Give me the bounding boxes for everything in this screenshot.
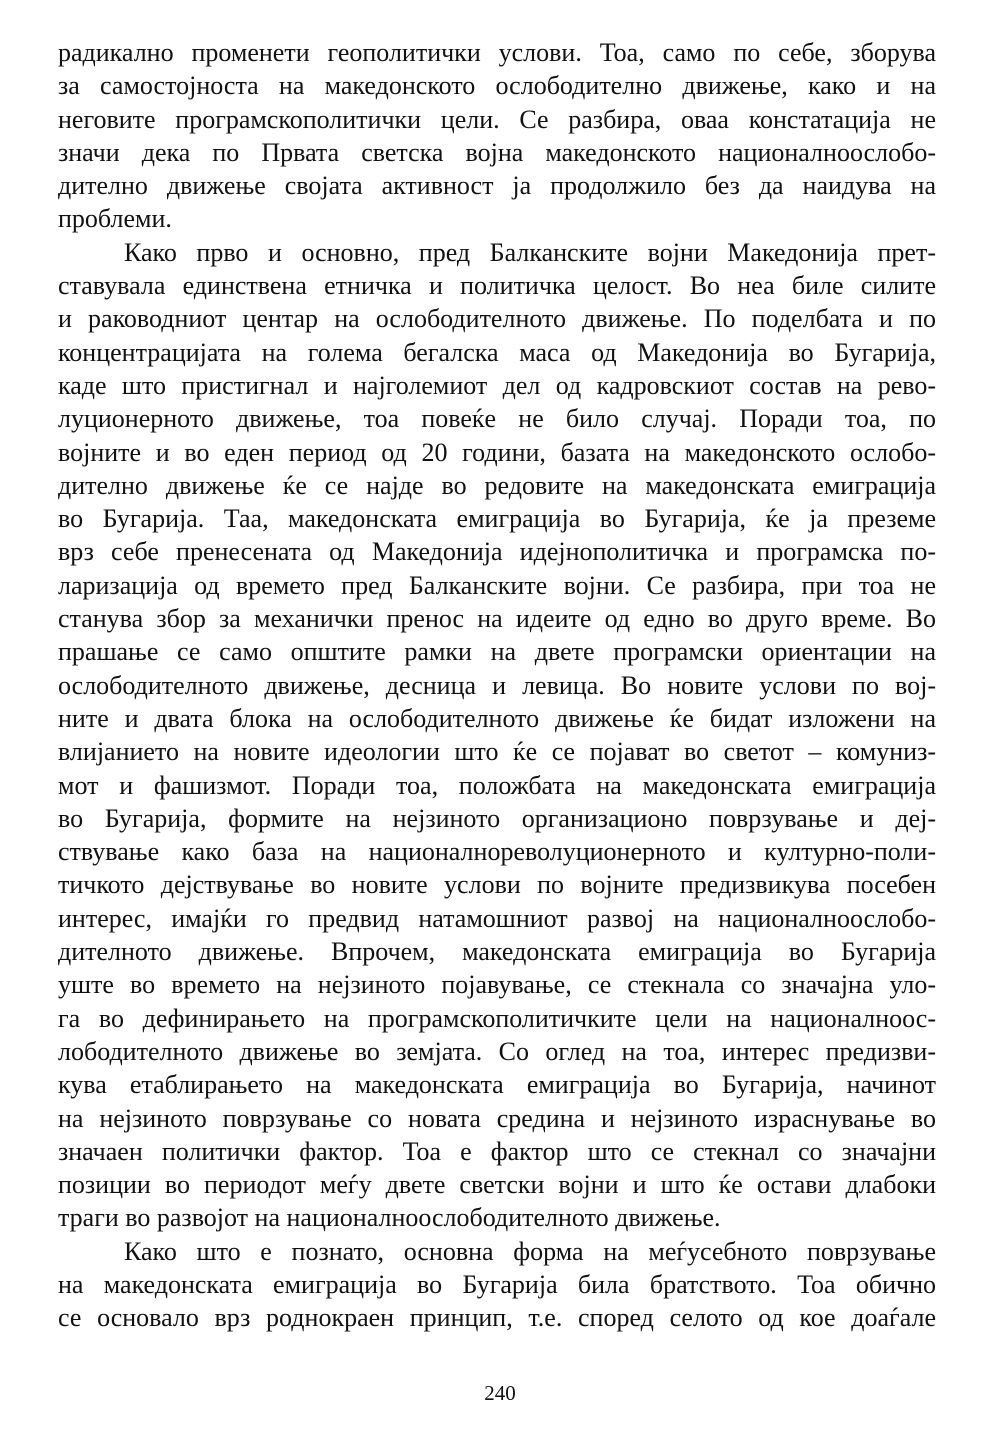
text-line: лободителното движење во земјата. Со оглед на тоа, интерес предизви- (58, 1036, 936, 1066)
text-line: Како прво и основно, пред Балканските војни Македонија прет- (124, 237, 936, 267)
paragraph (58, 1235, 936, 1335)
text-line: ослободителното движење, десница и левица. Во новите услови по вој- (58, 670, 936, 700)
text-line: војните и во еден период од 20 години, базата на македонското ослобо- (58, 437, 936, 467)
page-number: 240 (484, 1381, 516, 1405)
text-line: га во дефинирањето на програмскополитичките цели на националноос- (58, 1003, 936, 1033)
text-line: значи дека по Првата светска војна македонското националноослобо- (58, 137, 936, 167)
text-line: влијанието на новите идеологии што ќе се појават во светот – комуниз- (58, 737, 936, 767)
text-line: станува збор за механички пренос на идеите од едно во друго време. Во (58, 604, 936, 634)
text-line: на нејзиното поврзување со новата средина и нејзиното израснување во (58, 1103, 936, 1133)
text-line: во Бугарија, формите на нејзиното организационо поврзување и деј- (58, 803, 936, 833)
text-line: кува етаблирањето на македонската емиграција во Бугарија, начинот (58, 1070, 936, 1100)
text-line: ствување како база на националнореволуционерното и културно-поли- (58, 837, 936, 867)
text-line: каде што пристигнал и најголемиот дел од кадровскиот состав на рево- (58, 370, 936, 400)
text-line: врз себе пренесената од Македонија идејнополитичка и програмска по- (58, 537, 936, 567)
text-line: Како што е познато, основна форма на меѓусебното поврзување (124, 1236, 936, 1266)
text-line: позиции во периодот меѓу двете светски војни и што ќе остави длабоки (58, 1170, 936, 1200)
text-line: ставувала единствена етничка и политичка целост. Во неа биле силите (58, 271, 936, 301)
text-line: радикално променети геополитички услови. Тоа, само по себе, зборува (58, 38, 936, 67)
text-line: прашање се само општите рамки на двете програмски ориентации на (58, 637, 936, 667)
page-body (58, 36, 936, 1335)
text-line: дително движење својата активност ја продолжило без да наидува на (58, 171, 936, 201)
paragraph (58, 236, 936, 1235)
paragraph (58, 36, 936, 236)
text-line: мот и фашизмот. Поради тоа, положбата на македонската емиграција (58, 770, 936, 800)
text-line: ните и двата блока на ослободителното движење ќе бидат изложени на (58, 703, 936, 733)
text-line: тичкото дејствување во новите услови по војните предизвикува посебен (58, 870, 936, 900)
text-line: концентрацијата на голема бегалска маса од Македонија во Бугарија, (58, 337, 936, 367)
text-line: ларизација од времето пред Балканските војни. Се разбира, при тоа не (58, 570, 936, 600)
text-line: луционерното движење, тоа повеќе не било случај. Поради тоа, по (58, 404, 936, 434)
text-line: во Бугарија. Таа, македонската емиграција во Бугарија, ќе ја преземе (58, 504, 936, 534)
text-line: проблеми. (58, 204, 172, 234)
text-line: траги во развојот на националноослободителното движење. (58, 1203, 721, 1233)
text-line: се основало врз роднокраен принцип, т.е. според селото од кое доаѓале (58, 1303, 936, 1333)
text-line: за самостојноста на македонското ослободително движење, како и на (58, 71, 936, 101)
text-line: значаен политички фактор. Тоа е фактор што се стекнал со значајни (58, 1136, 936, 1166)
text-line: дително движење ќе се најде во редовите на македонската емиграција (58, 470, 936, 500)
text-line: дителното движење. Впрочем, македонската емиграција во Бугарија (58, 937, 936, 967)
text-line: интерес, имајќи го предвид натамошниот развој на националноослобо- (58, 903, 936, 933)
text-line: на македонската емиграција во Бугарија била братството. Тоа обично (58, 1269, 936, 1299)
text-line: и раководниот центар на ослободителното движење. По поделбата и по (58, 304, 936, 334)
text-line: неговите програмскополитички цели. Се разбира, оваа констатација не (58, 104, 936, 134)
text-line: уште во времето на нејзиното појавување, се стекнала со значајна уло- (58, 970, 936, 1000)
